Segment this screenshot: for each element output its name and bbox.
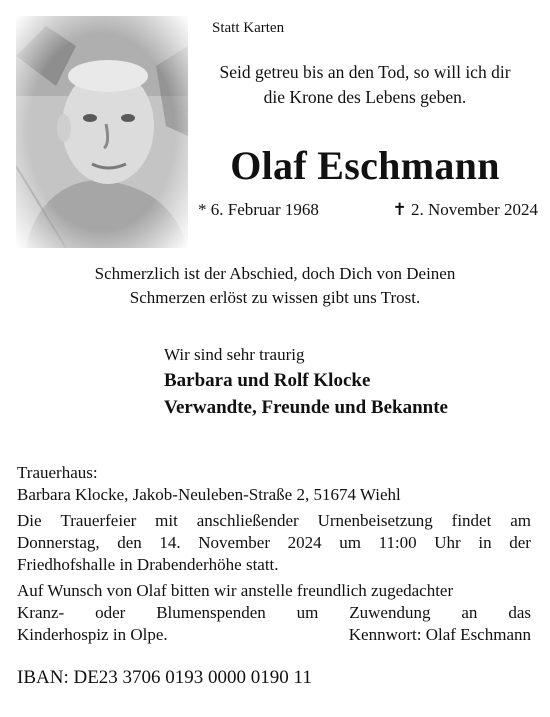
deceased-name: Olaf Eschmann — [230, 143, 500, 188]
donation-line: Auf Wunsch von Olaf bitten wir anstelle freundlich zugedachter — [17, 581, 454, 600]
donation-line — [17, 602, 531, 624]
trauerhaus-address: Barbara Klocke, Jakob-Neuleben-Straße 2, 51674 Wiehl — [17, 485, 401, 504]
donation-keyword: Kennwort: Olaf Eschmann — [348, 625, 531, 644]
portrait-photo — [16, 16, 188, 248]
donation-recipient: Kinderhospiz in Olpe. — [17, 625, 168, 644]
trauerhaus-label: Trauerhaus: — [17, 463, 98, 482]
life-dates — [198, 200, 538, 220]
iban: IBAN: DE23 3706 0193 0000 0190 11 — [17, 667, 312, 688]
verse-line: Schmerzlich ist der Abschied, doch Dich von Deinen — [94, 264, 456, 283]
ceremony-line: Friedhofshalle in Drabenderhöhe statt. — [17, 555, 279, 574]
donation-word: Blumenspenden — [156, 603, 266, 622]
donation-word: Kranz- — [17, 603, 65, 622]
death-cross-icon: ✝ — [392, 200, 407, 219]
birth-date: 6. Februar 1968 — [210, 200, 319, 219]
ceremony-info — [17, 510, 531, 576]
verse-line: Schmerzen erlöst zu wissen gibt uns Trost. — [129, 288, 421, 307]
death-date-group — [392, 200, 538, 220]
mourners-intro: Wir sind sehr traurig — [164, 345, 305, 364]
bible-quote — [190, 60, 540, 110]
ceremony-line: Donnerstag, den 14. November 2024 um 11:00 Uhr in der — [17, 533, 531, 552]
donation-line — [17, 624, 531, 646]
ceremony-line: Die Trauerfeier mit anschließender Urnenbeisetzung findet am — [17, 511, 531, 530]
donation-word: um — [296, 603, 319, 622]
mourners-block — [164, 343, 539, 421]
death-date: 2. November 2024 — [410, 200, 538, 219]
consolation-verse — [16, 262, 534, 310]
quote-line: die Krone des Lebens geben. — [263, 87, 467, 107]
donation-word: das — [508, 603, 531, 622]
trauerhaus — [17, 462, 531, 506]
quote-line: Seid getreu bis an den Tod, so will ich dir — [219, 62, 511, 82]
info-block — [17, 462, 531, 650]
donation-info — [17, 580, 531, 646]
mourners-line: Barbara und Rolf Klocke — [164, 370, 371, 391]
statt-karten-label: Statt Karten — [212, 20, 285, 36]
mourners-line: Verwandte, Freunde und Bekannte — [164, 397, 448, 418]
birth-date-group — [198, 200, 319, 220]
donation-word: oder — [95, 603, 126, 622]
donation-word: an — [461, 603, 478, 622]
birth-star-icon: * — [198, 200, 207, 219]
donation-word: Zuwendung — [349, 603, 431, 622]
